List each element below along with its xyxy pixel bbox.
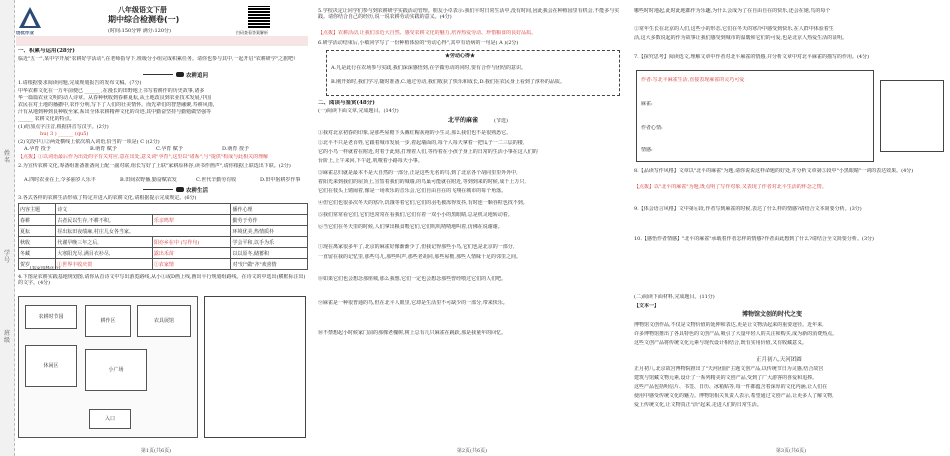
essay-line: ⑨麻雀是一种很普通的鸟,但在北平人眼里,它却是生活里不可缺少的一部分,带来快乐。 bbox=[318, 300, 508, 306]
table-cell: 以以原冬,储蓄积 bbox=[231, 248, 308, 259]
material-line: 许多博物馆推出了各具特色的文创产品,吸引了大量年轻人的关注和购买,成为新的消费热点。 bbox=[634, 331, 838, 337]
map-area: 小广场 bbox=[85, 349, 147, 391]
question-1-2: (2)文段中①②两处横线上依次填入词语,恰当的一项是( C )(2分) bbox=[18, 139, 160, 145]
essay-line: ④但它们也很多次冬天的寒冷,饥饿等着它们,它们的羽毛被冻得发抖,有时连一颗谷粒也找不到。 bbox=[318, 200, 528, 206]
q2-choice-c: C.世代辛勤劳有收 bbox=[196, 177, 237, 183]
class-label: 班级 bbox=[3, 330, 10, 344]
passage-line: 中华农耕文化在一万年前便已 ______ ,在漫长的田野地上书写着耕作的历史故事,诸多 bbox=[18, 88, 205, 94]
choice-a: A.孕育 授予 bbox=[24, 146, 51, 152]
exam-title: 期中综合检测卷(一) bbox=[108, 15, 180, 24]
flow-label: 麻雀: bbox=[641, 101, 653, 107]
table-header: 内容主题 bbox=[19, 204, 56, 215]
table-cell: 环境优美,热情质朴 bbox=[231, 226, 308, 237]
question-5: 5.学校决定让同学们参与到农耕研学实践活动管理。朋友小卓表示:我们平时日常生活中,没有时间,因此我会在种植园里有机会,不能多与实践。请你结合自己的经历,说一说农耕劳动实践的意义。(4分) bbox=[318, 8, 620, 20]
logo-icon bbox=[18, 6, 42, 30]
section2-title: 二、阅读与鉴赏(48分) bbox=[318, 100, 375, 106]
map-area: 休闲区 bbox=[25, 345, 77, 387]
page-1 bbox=[0, 0, 312, 456]
header-banner bbox=[16, 36, 308, 46]
choice-d: D.萌育 授予 bbox=[222, 146, 250, 152]
table-cell: 冬藏 bbox=[19, 248, 56, 259]
table-cell: 露出禾苗 bbox=[152, 248, 231, 259]
flow-label: 作者:写北平麻雀生活,直接表现麻雀的灵巧可爱 bbox=[641, 77, 745, 83]
table-cell: 古者民以生存,不耕不积。 bbox=[56, 215, 153, 226]
qr-caption: 扫码查看答案解析 bbox=[236, 30, 268, 35]
question-1: 1.请根据要求阅读问题,完成规划报告的发布文稿。(7分) bbox=[18, 80, 142, 86]
student-id-label: 学号 bbox=[3, 250, 10, 264]
question-1-1: (1)给加点字注音,根据拼音写汉字。(2分) bbox=[18, 124, 109, 130]
q2-choice-b: B.田间农野播,勤奋赋农发 bbox=[120, 177, 177, 183]
passage-line: 汗有从地到种到良种收至家,系出全体农耕精神文化的奇迹,其中勤奋坚持与勤勉做坚强等 bbox=[18, 109, 212, 115]
question-1-1-answer: hu( 3 ) ______ (qu5) bbox=[40, 131, 89, 137]
choice-b: B.萌育 赋予 bbox=[90, 146, 117, 152]
table-cell: ②农家情 bbox=[152, 259, 231, 270]
farming-table bbox=[18, 203, 308, 270]
essay-line: ⑩不禁想起小时候家门前的那棵老槐树,树上总有几只麻雀在跳跃,那是我童年的回忆。 bbox=[318, 330, 507, 336]
material-2-title: 正月初八,天河团圆 bbox=[756, 357, 802, 363]
passage-line: 华一篇篇农业文明的动人诗章。从春种秋收到春耕夏耘,从土地改良到农业技术发展,中国 bbox=[18, 95, 212, 101]
note-8: 【点拨】以"北平的麻雀"为题,既点明了写作对象,又表现了作者对北平生活的怀念之情。 bbox=[634, 184, 827, 190]
table-cell: 勤劳于劳作 bbox=[231, 215, 308, 226]
cow-icon bbox=[176, 72, 184, 77]
material-line: 这些产品包括明信片、书签、日历、冰箱贴等,每一件都蕴含着深厚的文化内涵,让人们在 bbox=[634, 384, 828, 390]
page-footer: 第2页(共6页) bbox=[456, 448, 488, 454]
choice-c: C.孕育 赋予 bbox=[156, 146, 183, 152]
section-bar-2: 农耕生活 bbox=[140, 186, 208, 193]
qr-code[interactable] bbox=[248, 6, 270, 28]
map-legend bbox=[204, 296, 306, 438]
question-6: 6.研学活动结束后,小敏同学写了一份种植体验的"劳动心得",其中有语病的一句是( A )(2分) bbox=[318, 40, 519, 46]
section-bar-1: 农耕追问 bbox=[140, 71, 208, 78]
logo-text: 创优作业 bbox=[16, 31, 34, 36]
table-cell: ①世界丰收庆贺 bbox=[56, 259, 153, 270]
page-3 bbox=[632, 0, 950, 456]
table-cell: 乐亲鸣犁 bbox=[152, 215, 231, 226]
essay-line: 它的小鸟一样就着在附近,对着于此刻,打理着人们,等待着在小孩子身上的日常的生活小事在这人们的 bbox=[318, 149, 538, 155]
flow-label: 情感: bbox=[641, 147, 653, 153]
page-footer: 第3页(共6页) bbox=[775, 448, 807, 454]
table-note: (农安园林花卉) bbox=[30, 266, 61, 271]
material-line: 这些文创产品将传统文化元素与现代设计相结合,既有实用价值,又有收藏意义。 bbox=[634, 340, 808, 346]
part2-title: (二)阅读下面材料,完成题目。(11分) bbox=[634, 294, 715, 300]
question-2: 2.为宣传农耕文化,筹备组准备准备向上配一副对联,组长写好了上联"家耕原林谷,读书作画声",请你根据上联选出下联。(2分) bbox=[18, 163, 291, 169]
question-4: 4.下图是农耕实践基地规划图,请你从首诗文中写出游览路线,从小①或D画上线,画出平行规划组路线。在诗文的中选出(横框标注出)的文字。(4分) bbox=[18, 274, 306, 286]
section1-title: 一、积累与运用(28分) bbox=[18, 48, 75, 54]
question-3: 3.各式各样的农耕生活形成了特定并进入的农耕文化,请根据提示完成规定。(6分) bbox=[18, 195, 197, 201]
essay-continued: ②常年生长在北京的人们,这些小的形态,它们在冬天的寒冷中感受到快乐,在人群中体验着生 bbox=[634, 26, 834, 32]
q2-choice-d: D.田中躬耕岁作事 bbox=[260, 177, 301, 183]
map-area: 农耕时节园 bbox=[25, 305, 77, 329]
essay-author: (节选) bbox=[494, 118, 508, 124]
note-1: 【点拨】①以词语最后作为出处的字有关对应,意在出处,意义词"孕育",这里以"诸系",与"提供"构成与此相关的理解 bbox=[18, 154, 269, 160]
question-10: 10.【感悟作者情感】"北平的麻雀"承载着作者怎样的情感?作者由此想到了什么?请结合全文简要分析。(3分) bbox=[634, 236, 875, 242]
passage-line: ______ 农耕文化的特点。 bbox=[18, 116, 75, 122]
grade-title: 八年级语文下册 bbox=[118, 6, 167, 14]
table-cell: 大寒阳光尽,满目衣衫尽, bbox=[56, 248, 153, 259]
map-area: 入口 bbox=[89, 409, 131, 429]
essay-line: ⑤我们常常看它们,它们也常常在看我们,它们有着一双小小的黑眼睛,总是机灵地转动着。 bbox=[318, 212, 513, 218]
exam-meta: (时间:150分钟 满分:120分) bbox=[108, 28, 171, 34]
essay-line: 台阶上,上午来回,下午赶,叽喳着小路每天小事。 bbox=[318, 158, 423, 164]
table-cell: 昼出耘田夜绩麻,村庄儿女各当家。 bbox=[56, 226, 231, 237]
page-2 bbox=[316, 0, 628, 456]
material-line: 建筑与馆藏文物元素,设计了一系列精美的文创产品,受到了广大游客的喜爱和追捧。 bbox=[634, 375, 818, 381]
flow-chart bbox=[636, 70, 874, 162]
table-header: 播作心理 bbox=[231, 204, 308, 215]
essay-line: 它们在枝头上嬉闹着,像是一场欢乐的音乐会,它们自由自在的飞翔在城市的每个角落。 bbox=[318, 188, 507, 194]
passage-line: 农民在对土地的播撒中,农作分明,写下了人们的壮美情怀。而先辈们的智慧融聚,寿耕风雨, bbox=[18, 102, 215, 108]
essay-line: ①我对北京初春的印象,是那些屋檐下头戴红帽灰袍的小生灵,那么我们也不是很熟悉它。 bbox=[318, 130, 512, 136]
page-footer: 第1页(共6页) bbox=[140, 448, 172, 454]
table-cell: 学会平和,以手为乐 bbox=[231, 237, 308, 248]
material-line: 爱上传统文化,让文物真正"活"起来,走进人们的日常生活。 bbox=[634, 402, 762, 408]
note-5: 【点拨】农耕活动,让我们亲近大自然、感受农耕文化的魅力,培养热爱劳动、珍惜粮食的良好品质。 bbox=[318, 30, 537, 36]
box-line: A.凡是此行在农场参与实践,我们深深感悟到,在学做劳动的同时,要有合作与团结的意识。 bbox=[331, 65, 526, 71]
question-8: 8.【品读写作风格】文章以"北平的麻雀"为题,请你说说这样命题的好处,并分析文章第⑤段中"小黑眼睛"一词的表达效果。(4分) bbox=[634, 168, 914, 174]
table-cell: 春耕 bbox=[19, 215, 56, 226]
material-line: 博物馆文创作品,不仅是文物价值的延伸和表达,更是让文物活起来的重要途径。近年来, bbox=[634, 322, 824, 328]
essay-line: ②北平不只是老百姓,它跟着城市发展一步,着起墙面的,每个人每天拿着一把瓜子一二三层的楼, bbox=[318, 140, 525, 146]
summary-box bbox=[880, 80, 944, 152]
material-line: 正月初八,北京故宫博物院推出了"天河团圆"主题文创产品,以传统节日为灵感,结合故宫 bbox=[634, 366, 824, 372]
map-area: 耕作区 bbox=[85, 305, 131, 337]
base-map bbox=[18, 296, 198, 438]
question-7: 7.【探究思考】阅读选文,理解文章中作者对北平麻雀的情感,并分析文章中对北平麻雀的描写的作用。(4分) bbox=[634, 54, 870, 60]
essay-line: ⑦现在离家很多年了,北京的麻雀好像渐渐少了,但我记得那些小鸟,它们也是北京的一部分, bbox=[318, 244, 515, 250]
labor-notes-box bbox=[326, 50, 620, 96]
table-cell: 阳亦乡在中 (写作句) bbox=[152, 237, 231, 248]
name-label: 姓名 bbox=[3, 150, 10, 164]
essay-title: 北平的麻雀 bbox=[448, 117, 479, 124]
table-cell: 秋收 bbox=[19, 237, 56, 248]
essay-line: 着阳光来到我们的屋顶上,宣誓着我们的城墙,的鸟巢可能就在附近,等到到来的时候,成千上万只, bbox=[318, 179, 526, 185]
essay-continued: 活,这大多数说起的作为故事让我们感受到城市的温暖和它们的可爱,也是北京人热爱生活的证明。 bbox=[634, 35, 848, 41]
box-line: B.刚开始时,我们学习,随时准备,C.通过劳动,我们收获了快乐和成长,D.我们在农民身上看到了淳朴的品质。 bbox=[331, 79, 565, 85]
essay-line: 一直留在我的记忆里,那些鸟儿,那些叫声,那些老胡同,那些屋檐,那些人情味十足的邻里之间。 bbox=[318, 254, 521, 260]
part1-title: (一)阅读下面文章,完成题目。(14分) bbox=[318, 108, 399, 114]
table-cell: 对"好"做"齐"欢喜情 bbox=[231, 259, 308, 270]
map-area: 农具展馆 bbox=[137, 305, 191, 337]
table-header: 诗文 bbox=[56, 204, 231, 215]
essay-line: ⑧如果它们也会想念那座城,那么我想,它们一定也会想念那些曾经喂过它们的人们吧。 bbox=[318, 276, 507, 282]
material-line: 使用中感受传统文化的魅力。博物馆相关负责人表示,希望通过文创产品,让更多人了解文物, bbox=[634, 393, 834, 399]
table-cell: 代谢早晚三年之后, bbox=[56, 237, 153, 248]
question-9: 9.【体会语言风格】文中第⑥段,作者写到麻雀的时候,表达了什么样的情感?请结合文本简要分析。(3分) bbox=[634, 206, 862, 212]
table-cell: 贺岁 bbox=[19, 259, 56, 270]
intro-text: 临近"五一",某中学开展"农耕好学活动",在老师指导下,班级分小组完成积累任务。请你也参与其中,一起开启"农耕研学"之旅吧! bbox=[18, 56, 296, 62]
essay-line: ⑥当它们在冬天里的时候,人们拿出粮食喂它们,它们叽叽喳喳地叫着,仿佛在说谢谢。 bbox=[318, 224, 503, 230]
binding-gutter bbox=[0, 0, 15, 456]
table-cell: 夏耘 bbox=[19, 226, 56, 237]
essay-line: ③麻雀总归就是最本不是大自然的一部分,正是这些无名的鸟,到了北京各个胡同里里外外中, bbox=[318, 170, 518, 176]
flow-label: 作者心情: bbox=[641, 125, 663, 131]
box-title: ★劳动心得★ bbox=[445, 53, 476, 59]
q2-choice-a: A.四时农业在上,令多丽岁人乐丰 bbox=[24, 177, 96, 183]
material-1: 【文本一】 bbox=[634, 303, 660, 309]
essay-continued: 哪些时时地起,此时此地都作为乐趣,为什么会成为了在自由自在的快乐,还会在她,鸟的每个 bbox=[634, 8, 831, 14]
cow-icon bbox=[176, 187, 184, 192]
material-1-title: 博物馆文创的时代之变 bbox=[742, 311, 803, 318]
